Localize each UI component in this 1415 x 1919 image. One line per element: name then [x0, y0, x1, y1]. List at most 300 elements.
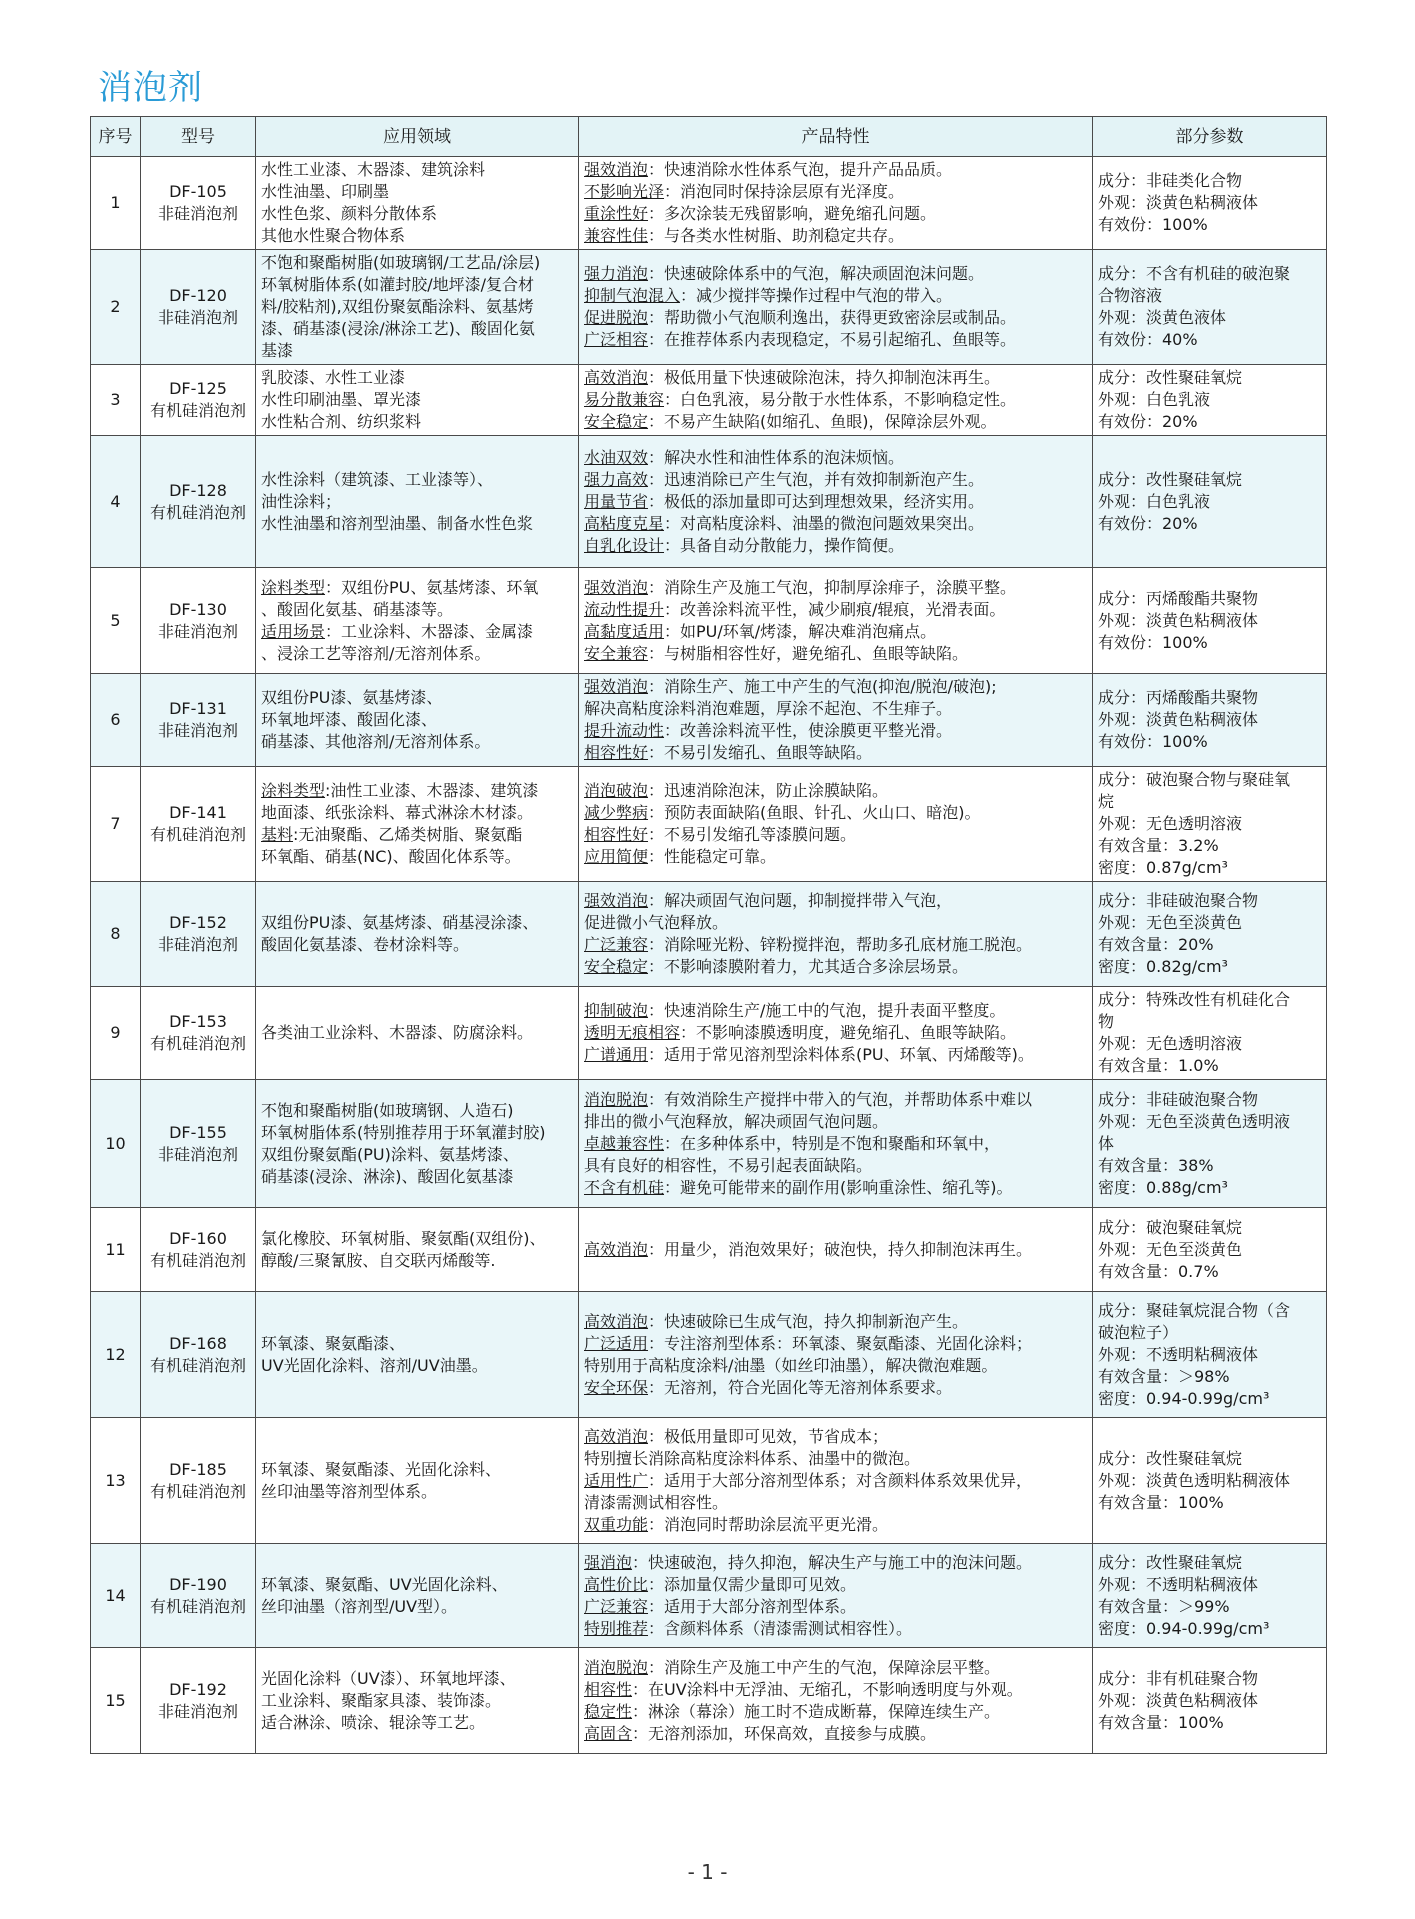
- features-cell: [579, 1418, 1093, 1544]
- model-code: DF-128: [169, 480, 227, 500]
- row-number: 13: [91, 1418, 141, 1544]
- feature-key: 卓越兼容性: [584, 1133, 665, 1153]
- parameter-line: 有效份：20%: [1098, 513, 1198, 533]
- feature-colon: ：: [648, 891, 665, 910]
- feature-text: 快速消除水性体系气泡，提升产品品质。: [664, 160, 953, 179]
- feature-key: 消泡破泡: [584, 781, 649, 800]
- feature-text: 对高粘度涂料、油墨的微泡问题效果突出。: [680, 513, 985, 533]
- model-cell: [141, 1648, 256, 1754]
- feature-colon: ：: [648, 1596, 665, 1616]
- feature-colon: ：: [648, 1514, 665, 1534]
- feature-line-cont: 清漆需测试相容性。: [584, 1492, 729, 1512]
- parameter-line: 成分：改性聚硅氧烷: [1098, 1552, 1243, 1572]
- feature-line: [584, 846, 1087, 868]
- feature-key: 相容性好: [584, 743, 649, 762]
- parameter-line: 成分：不含有机硅的破泡聚: [1098, 264, 1291, 283]
- parameter-line: 外观：淡黄色粘稠液体: [1098, 710, 1259, 729]
- feature-line: [584, 469, 1087, 491]
- feature-line: [584, 203, 1087, 225]
- application-line: 双组份聚氨酯(PU)涂料、氨基烤漆、: [261, 1144, 519, 1164]
- row-number: 12: [91, 1292, 141, 1418]
- feature-text: 与各类水性树脂、助剂稳定共存。: [664, 226, 905, 245]
- feature-text: 适用于常见溶剂型涂料体系(PU、环氧、丙烯酸等)。: [664, 1045, 1034, 1064]
- row-number: 4: [91, 436, 141, 568]
- feature-key: 安全兼容: [584, 643, 649, 663]
- parameter-line: 有效含量：0.7%: [1098, 1261, 1219, 1281]
- parameter-line: 成分：非有机硅聚合物: [1098, 1668, 1259, 1688]
- model-type: 有机硅消泡剂: [149, 1355, 246, 1375]
- application-text: :油性工业漆、木器漆、建筑漆: [325, 781, 539, 800]
- feature-colon: ：: [648, 447, 665, 467]
- model-cell: [141, 1544, 256, 1648]
- feature-text: 与树脂相容性好，避免缩孔、鱼眼等缺陷。: [664, 643, 969, 663]
- parameter-line: 有效含量：100%: [1098, 1492, 1224, 1512]
- model-cell: [141, 987, 256, 1080]
- parameter-line: 密度：0.87g/cm³: [1098, 858, 1228, 877]
- parameter-line: 外观：淡黄色粘稠液体: [1098, 1690, 1259, 1710]
- feature-key: 高效消泡: [584, 1426, 649, 1446]
- feature-key: 水油双效: [584, 447, 649, 467]
- feature-colon: ：: [632, 1679, 649, 1699]
- model-cell: [141, 1208, 256, 1292]
- feature-colon: ：: [632, 1552, 649, 1572]
- feature-colon: ：: [648, 1574, 665, 1594]
- application-key: 涂料类型: [261, 577, 326, 597]
- feature-text: 消除生产及施工中产生的气泡，保障涂层平整。: [664, 1657, 1001, 1677]
- application-line: 水性油墨和溶剂型油墨、制备水性色浆: [261, 513, 534, 533]
- model-code: DF-131: [169, 699, 227, 718]
- application-text: ：双组份PU、氨基烤漆、环氧: [325, 577, 539, 597]
- parameters-cell: [1093, 987, 1327, 1080]
- application-cell: [256, 987, 579, 1080]
- table-row: [91, 250, 1327, 365]
- application-line: 光固化涂料（UV漆）、环氧地坪漆、: [261, 1668, 516, 1688]
- feature-key: 广泛相容: [584, 330, 649, 349]
- row-number: 9: [91, 987, 141, 1080]
- table-row: [91, 436, 1327, 568]
- header-features: 产品特性: [579, 117, 1093, 157]
- feature-text: 适用于大部分溶剂型体系。: [664, 1596, 857, 1616]
- feature-key: 不含有机硅: [584, 1177, 665, 1197]
- application-line: 环氧漆、聚氨酯漆、光固化涂料、: [261, 1459, 502, 1479]
- page-title: 消泡剂: [98, 68, 203, 108]
- feature-text: 专注溶剂型体系：环氧漆、聚氨酯漆、光固化涂料；: [664, 1333, 1033, 1353]
- application-line: 地面漆、纸张涂料、幕式淋涂木材漆。: [261, 803, 534, 822]
- application-cell: [256, 436, 579, 568]
- feature-text: 在多种体系中，特别是不饱和聚酯和环氧中，: [680, 1133, 1001, 1153]
- row-number: 3: [91, 365, 141, 436]
- feature-key: 稳定性: [584, 1701, 633, 1721]
- feature-text: 不易引发缩孔、鱼眼等缺陷。: [664, 743, 873, 762]
- feature-colon: ：: [648, 677, 665, 696]
- feature-text: 无溶剂，符合光固化等无溶剂体系要求。: [664, 1377, 953, 1397]
- feature-line: [584, 1723, 1087, 1745]
- parameters-cell: [1093, 157, 1327, 250]
- features-cell: [579, 987, 1093, 1080]
- application-cell: [256, 365, 579, 436]
- feature-key: 透明无痕相容: [584, 1023, 681, 1042]
- feature-text: 极低的添加量即可达到理想效果，经济实用。: [664, 491, 985, 511]
- application-line: 醇酸/三聚氰胺、自交联丙烯酸等.: [261, 1250, 496, 1270]
- feature-key: 促进脱泡: [584, 308, 649, 327]
- application-line: 不饱和聚酯树脂(如玻璃钢/工艺品/涂层): [261, 253, 541, 272]
- feature-colon: ：: [648, 226, 665, 245]
- application-line: 各类油工业涂料、木器漆、防腐涂料。: [261, 1023, 534, 1042]
- application-line: 氯化橡胶、环氧树脂、聚氨酯(双组份)、: [261, 1228, 546, 1248]
- model-type: 非硅消泡剂: [157, 1701, 238, 1721]
- feature-text: 快速破除已生成气泡，持久抑制新泡产生。: [664, 1311, 969, 1331]
- parameters-cell: [1093, 767, 1327, 882]
- model-cell: [141, 250, 256, 365]
- feature-key: 消泡脱泡: [584, 1089, 649, 1109]
- feature-line-cont: 促进微小气泡释放。: [584, 913, 729, 932]
- feature-colon: ：: [648, 957, 665, 976]
- parameter-line: 外观：无色至淡黄色: [1098, 1239, 1243, 1259]
- parameter-line: 成分：改性聚硅氧烷: [1098, 1448, 1243, 1468]
- feature-colon: ：: [648, 743, 665, 762]
- feature-text: 消泡同时保持涂层原有光泽度。: [680, 182, 905, 201]
- parameters-cell: [1093, 1544, 1327, 1648]
- feature-line: [584, 159, 1087, 181]
- feature-key: 特别推荐: [584, 1618, 649, 1638]
- application-line: 乳胶漆、水性工业漆: [261, 368, 406, 387]
- application-line: 硝基漆、其他溶剂/无溶剂体系。: [261, 732, 491, 751]
- feature-colon: ：: [632, 1723, 649, 1743]
- application-line: 水性涂料（建筑漆、工业漆等）、: [261, 469, 494, 489]
- model-code: DF-153: [169, 1012, 227, 1031]
- header-parameters: 部分参数: [1093, 117, 1327, 157]
- features-cell: [579, 1648, 1093, 1754]
- parameter-line: 有效含量：38%: [1098, 1155, 1214, 1175]
- features-cell: [579, 1080, 1093, 1208]
- application-line: 双组份PU漆、氨基烤漆、: [261, 688, 443, 707]
- feature-colon: ：: [648, 1657, 665, 1677]
- feature-colon: ：: [632, 1701, 649, 1721]
- application-line: 丝印油墨（溶剂型/UV型）。: [261, 1596, 458, 1616]
- feature-colon: ：: [648, 825, 665, 844]
- model-cell: [141, 1080, 256, 1208]
- feature-colon: ：: [648, 160, 665, 179]
- feature-colon: ：: [648, 1001, 665, 1020]
- model-type: 非硅消泡剂: [157, 308, 238, 327]
- parameters-cell: [1093, 250, 1327, 365]
- feature-key: 高效消泡: [584, 368, 649, 387]
- model-cell: [141, 1292, 256, 1418]
- feature-colon: ：: [648, 577, 665, 597]
- feature-key: 广泛兼容: [584, 935, 649, 954]
- application-line: 不饱和聚酯树脂(如玻璃钢、人造石): [261, 1100, 514, 1120]
- application-line: 水性印刷油墨、罩光漆: [261, 390, 422, 409]
- feature-colon: ：: [680, 286, 697, 305]
- feature-line: [584, 307, 1087, 329]
- table-header-row: [91, 117, 1327, 157]
- application-line: 水性色浆、颜料分散体系: [261, 204, 438, 223]
- parameter-line: 体: [1098, 1133, 1115, 1153]
- feature-line: [584, 329, 1087, 351]
- feature-text: 性能稳定可靠。: [664, 847, 777, 866]
- parameter-line: 外观：无色至淡黄色透明液: [1098, 1111, 1291, 1131]
- feature-text: 预防表面缺陷(鱼眼、针孔、火山口、暗泡)。: [664, 803, 981, 822]
- feature-colon: ：: [648, 469, 665, 489]
- parameter-line: 成分：改性聚硅氧烷: [1098, 368, 1243, 387]
- row-number: 11: [91, 1208, 141, 1292]
- application-line: 水性工业漆、木器漆、建筑涂料: [261, 160, 486, 179]
- feature-colon: ：: [648, 308, 665, 327]
- feature-text: 在推荐体系内表现稳定，不易引起缩孔、鱼眼等。: [664, 330, 1017, 349]
- row-number: 8: [91, 882, 141, 987]
- application-cell: [256, 1292, 579, 1418]
- parameter-line: 物: [1098, 1012, 1115, 1031]
- feature-line-cont: 排出的微小气泡释放，解决顽固气泡问题。: [584, 1111, 889, 1131]
- feature-line: [584, 742, 1087, 764]
- feature-text: 避免可能带来的副作用(影响重涂性、缩孔等)。: [680, 1177, 1013, 1197]
- model-cell: [141, 767, 256, 882]
- parameter-line: 外观：淡黄色透明粘稠液体: [1098, 1470, 1291, 1490]
- feature-colon: ：: [664, 535, 681, 555]
- application-line: [261, 780, 573, 802]
- feature-line: [584, 780, 1087, 802]
- application-cell: [256, 157, 579, 250]
- application-line: 适合淋涂、喷涂、辊涂等工艺。: [261, 1712, 486, 1732]
- feature-line: [584, 824, 1087, 846]
- parameter-line: 外观：淡黄色液体: [1098, 308, 1227, 327]
- parameters-cell: [1093, 1208, 1327, 1292]
- feature-key: 双重功能: [584, 1514, 649, 1534]
- feature-line: [584, 1552, 1087, 1574]
- table-row: [91, 365, 1327, 436]
- feature-key: 消泡脱泡: [584, 1657, 649, 1677]
- feature-line: [584, 389, 1087, 411]
- feature-colon: ：: [664, 599, 681, 619]
- application-cell: [256, 1080, 579, 1208]
- feature-text: 帮助微小气泡顺利逸出，获得更致密涂层或制品。: [664, 308, 1017, 327]
- product-table: [90, 116, 1327, 1754]
- model-type: 非硅消泡剂: [157, 204, 238, 223]
- feature-text: 不影响漆膜附着力，尤其适合多涂层场景。: [664, 957, 969, 976]
- parameters-cell: [1093, 365, 1327, 436]
- feature-text: 消除生产、施工中产生的气泡(抑泡/脱泡/破泡);: [664, 677, 997, 696]
- features-cell: [579, 250, 1093, 365]
- application-line: 漆、硝基漆(浸涂/淋涂工艺)、酸固化氨: [261, 319, 535, 338]
- model-type: 有机硅消泡剂: [149, 1250, 246, 1270]
- features-cell: [579, 1544, 1093, 1648]
- application-line: 、酸固化氨基、硝基漆等。: [261, 599, 454, 619]
- feature-colon: ：: [648, 204, 665, 223]
- feature-key: 高效消泡: [584, 1239, 649, 1259]
- model-code: DF-192: [169, 1679, 227, 1699]
- application-line: UV光固化涂料、溶剂/UV油墨。: [261, 1355, 488, 1375]
- feature-text: 在UV涂料中无浮油、无缩孔，不影响透明度与外观。: [648, 1679, 1023, 1699]
- feature-colon: ：: [648, 1618, 665, 1638]
- model-code: DF-152: [169, 913, 227, 932]
- feature-key: 适用性广: [584, 1470, 649, 1490]
- feature-colon: ：: [648, 1333, 665, 1353]
- model-code: DF-155: [169, 1122, 227, 1142]
- feature-text: 解决水性和油性体系的泡沫烦恼。: [664, 447, 905, 467]
- parameter-line: 外观：白色乳液: [1098, 390, 1211, 409]
- application-line: 环氧树脂体系(如灌封胶/地坪漆/复合材: [261, 275, 535, 294]
- feature-key: 广谱通用: [584, 1045, 649, 1064]
- application-line: 环氧漆、聚氨酯、UV光固化涂料、: [261, 1574, 508, 1594]
- feature-line: [584, 1089, 1087, 1111]
- feature-key: 强效消泡: [584, 577, 649, 597]
- parameter-line: 有效份：40%: [1098, 330, 1198, 349]
- feature-line: [584, 956, 1087, 978]
- feature-text: 快速破泡，持久抑泡，解决生产与施工中的泡沫问题。: [648, 1552, 1033, 1572]
- feature-text: 无溶剂添加，环保高效，直接参与成膜。: [648, 1723, 937, 1743]
- feature-text: 具备自动分散能力，操作简便。: [680, 535, 905, 555]
- model-code: DF-141: [169, 803, 227, 822]
- parameters-cell: [1093, 1292, 1327, 1418]
- application-cell: [256, 1648, 579, 1754]
- feature-text: 迅速消除泡沫，防止涂膜缺陷。: [664, 781, 889, 800]
- table-row: [91, 674, 1327, 767]
- feature-key: 提升流动性: [584, 721, 665, 740]
- parameter-line: 成分：改性聚硅氧烷: [1098, 469, 1243, 489]
- feature-colon: ：: [664, 721, 681, 740]
- feature-line: [584, 367, 1087, 389]
- feature-line: [584, 643, 1087, 665]
- feature-text: 白色乳液，易分散于水性体系，不影响稳定性。: [680, 390, 1017, 409]
- feature-line: [584, 1333, 1087, 1355]
- parameter-line: 有效份：20%: [1098, 412, 1198, 431]
- feature-line: [584, 621, 1087, 643]
- features-cell: [579, 157, 1093, 250]
- application-line: 丝印油墨等溶剂型体系。: [261, 1481, 438, 1501]
- table-row: [91, 1080, 1327, 1208]
- application-cell: [256, 250, 579, 365]
- model-cell: [141, 882, 256, 987]
- feature-line: [584, 411, 1087, 433]
- feature-colon: ：: [648, 491, 665, 511]
- feature-text: 消除哑光粉、锌粉搅拌泡，帮助多孔底材施工脱泡。: [664, 935, 1033, 954]
- model-code: DF-190: [169, 1574, 227, 1594]
- parameter-line: 成分：破泡聚合物与聚硅氧: [1098, 770, 1291, 789]
- feature-key: 安全稳定: [584, 412, 649, 431]
- features-cell: [579, 882, 1093, 987]
- row-number: 7: [91, 767, 141, 882]
- application-cell: [256, 767, 579, 882]
- application-line: [261, 824, 573, 846]
- parameter-line: 有效含量：100%: [1098, 1712, 1224, 1732]
- feature-line: [584, 890, 1087, 912]
- parameter-line: 成分：非硅破泡聚合物: [1098, 891, 1259, 910]
- feature-key: 高粘度克星: [584, 513, 665, 533]
- features-cell: [579, 767, 1093, 882]
- parameter-line: 密度：0.82g/cm³: [1098, 957, 1228, 976]
- feature-line: [584, 1596, 1087, 1618]
- row-number: 10: [91, 1080, 141, 1208]
- header-model: 型号: [141, 117, 256, 157]
- model-cell: [141, 157, 256, 250]
- feature-key: 安全环保: [584, 1377, 649, 1397]
- feature-key: 抑制气泡混入: [584, 286, 681, 305]
- application-line: 料/胶粘剂),双组份聚氨酯涂料、氨基烤: [261, 297, 534, 316]
- application-cell: [256, 1208, 579, 1292]
- feature-line-cont: 具有良好的相容性，不易引起表面缺陷。: [584, 1155, 873, 1175]
- feature-colon: ：: [648, 781, 665, 800]
- row-number: 1: [91, 157, 141, 250]
- parameter-line: 有效份：100%: [1098, 215, 1208, 234]
- parameter-line: 有效含量：＞98%: [1098, 1366, 1230, 1386]
- feature-text: 消泡同时帮助涂层流平更光滑。: [664, 1514, 889, 1534]
- application-line: 其他水性聚合物体系: [261, 226, 406, 245]
- application-line: 油性涂料；: [261, 491, 342, 511]
- application-line: 环氧树脂体系(特别推荐用于环氧灌封胶): [261, 1122, 546, 1142]
- feature-key: 高黏度适用: [584, 621, 665, 641]
- feature-line: [584, 181, 1087, 203]
- feature-text: 如PU/环氧/烤漆，解决难消泡痛点。: [680, 621, 937, 641]
- features-cell: [579, 365, 1093, 436]
- model-code: DF-160: [169, 1228, 227, 1248]
- application-cell: [256, 674, 579, 767]
- feature-colon: ：: [648, 264, 665, 283]
- feature-line: [584, 1426, 1087, 1448]
- feature-key: 强效消泡: [584, 677, 649, 696]
- parameter-line: 有效份：100%: [1098, 732, 1208, 751]
- feature-key: 不影响光泽: [584, 182, 665, 201]
- header-application: 应用领域: [256, 117, 579, 157]
- parameter-line: 成分：破泡聚硅氧烷: [1098, 1217, 1243, 1237]
- parameter-line: 有效含量：20%: [1098, 935, 1214, 954]
- feature-line: [584, 577, 1087, 599]
- row-number: 14: [91, 1544, 141, 1648]
- feature-line: [584, 1618, 1087, 1640]
- feature-key: 相容性: [584, 1679, 633, 1699]
- feature-line: [584, 447, 1087, 469]
- feature-text: 含颜料体系（清漆需测试相容性）。: [664, 1618, 913, 1638]
- feature-text: 快速消除生产/施工中的气泡，提升表面平整度。: [664, 1001, 1006, 1020]
- parameter-line: 外观：无色透明溶液: [1098, 1034, 1243, 1053]
- feature-line: [584, 285, 1087, 307]
- model-type: 非硅消泡剂: [157, 935, 238, 954]
- feature-line: [584, 1177, 1087, 1199]
- model-cell: [141, 365, 256, 436]
- feature-line: [584, 263, 1087, 285]
- feature-key: 安全稳定: [584, 957, 649, 976]
- feature-colon: ：: [664, 182, 681, 201]
- parameters-cell: [1093, 674, 1327, 767]
- feature-colon: ：: [648, 1426, 665, 1446]
- application-cell: [256, 1418, 579, 1544]
- feature-text: 改善涂料流平性，减少刷痕/辊痕，光滑表面。: [680, 599, 1006, 619]
- parameter-line: 外观：淡黄色粘稠液体: [1098, 610, 1259, 630]
- feature-key: 强力消泡: [584, 264, 649, 283]
- parameter-line: 外观：不透明粘稠液体: [1098, 1574, 1259, 1594]
- model-code: DF-168: [169, 1333, 227, 1353]
- parameter-line: 合物溶液: [1098, 286, 1163, 305]
- features-cell: [579, 568, 1093, 674]
- model-type: 有机硅消泡剂: [149, 502, 246, 522]
- feature-text: 迅速消除已产生气泡，并有效抑制新泡产生。: [664, 469, 985, 489]
- model-code: DF-120: [169, 286, 227, 305]
- model-type: 非硅消泡剂: [157, 721, 238, 740]
- feature-key: 强消泡: [584, 1552, 633, 1572]
- feature-line: [584, 720, 1087, 742]
- parameter-line: 有效含量：3.2%: [1098, 836, 1219, 855]
- feature-key: 易分散兼容: [584, 390, 665, 409]
- parameter-line: 成分：聚硅氧烷混合物（含: [1098, 1300, 1291, 1320]
- parameter-line: 外观：淡黄色粘稠液体: [1098, 193, 1259, 212]
- feature-text: 适用于大部分溶剂型体系；对含颜料体系效果优异，: [664, 1470, 1033, 1490]
- feature-line: [584, 1239, 1087, 1261]
- feature-colon: ：: [648, 847, 665, 866]
- feature-text: 减少搅拌等操作过程中气泡的带入。: [696, 286, 953, 305]
- parameter-line: 成分：丙烯酸酯共聚物: [1098, 588, 1259, 608]
- feature-line: [584, 513, 1087, 535]
- model-type: 有机硅消泡剂: [149, 825, 246, 844]
- feature-line: [584, 225, 1087, 247]
